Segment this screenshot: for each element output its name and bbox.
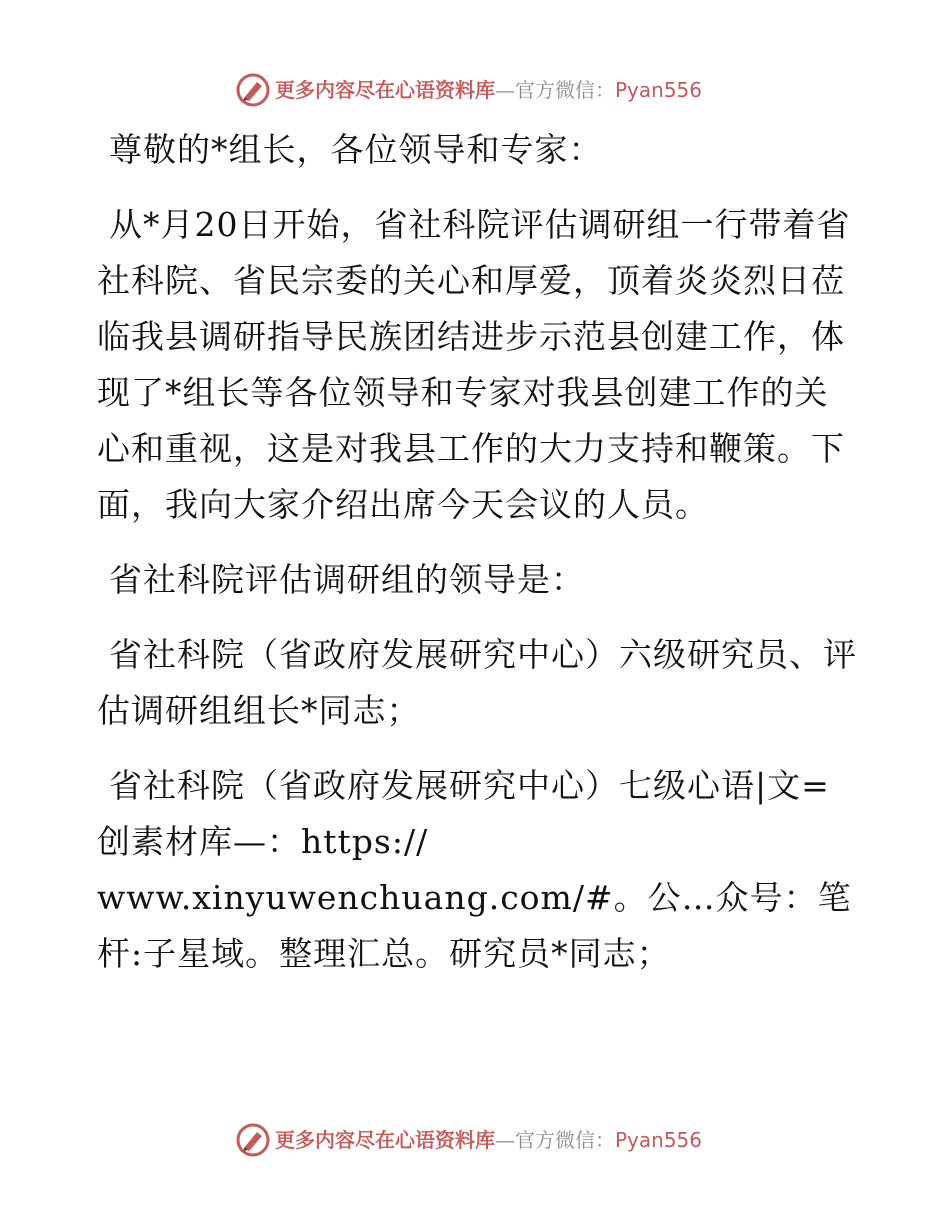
watermark-official-label: 官方微信： bbox=[515, 1128, 615, 1152]
leader-2-paragraph-part-2: www.xinyuwenchuang.com/#。公…众号：笔杆:子星域。整理汇总。研究员*同志； bbox=[97, 878, 852, 973]
greeting-paragraph: 尊敬的*组长，各位领导和专家： bbox=[109, 130, 603, 169]
watermark-wechat-id: Pyan556 bbox=[615, 1128, 703, 1152]
watermark-wechat-id: Pyan556 bbox=[615, 78, 703, 102]
intro-paragraph: 从*月20日开始，省社科院评估调研组一行带着省社科院、省民宗委的关心和厚爱，顶着炎炎烈日莅临我县调研指导民族团结进步示范县创建工作，体现了*组长等各位领导和专家对我县创建工作的关心和重视，这是对我县工作的大力支持和鞭策。下面，我向大家介绍出席今天会议的人员。 bbox=[97, 205, 851, 524]
footer-watermark bbox=[235, 1120, 715, 1160]
document-body bbox=[97, 122, 857, 982]
watermark-main-text: 更多内容尽在心语资料库 bbox=[275, 78, 495, 102]
watermark-dash: — bbox=[495, 78, 515, 102]
leader-2-paragraph-part-1: 省社科院（省政府发展研究中心）七级心语|文=创素材库—：https:// bbox=[97, 766, 830, 861]
pen-logo-icon bbox=[235, 1122, 271, 1158]
watermark-main-text: 更多内容尽在心语资料库 bbox=[275, 1128, 495, 1152]
leader-1-paragraph: 省社科院（省政府发展研究中心）六级研究员、评估调研组组长*同志； bbox=[97, 635, 857, 730]
watermark-official-label: 官方微信： bbox=[515, 78, 615, 102]
watermark-dash: — bbox=[495, 1128, 515, 1152]
header-watermark bbox=[235, 70, 715, 110]
leaders-heading: 省社科院评估调研组的领导是： bbox=[109, 560, 585, 599]
pen-logo-icon bbox=[235, 72, 271, 108]
